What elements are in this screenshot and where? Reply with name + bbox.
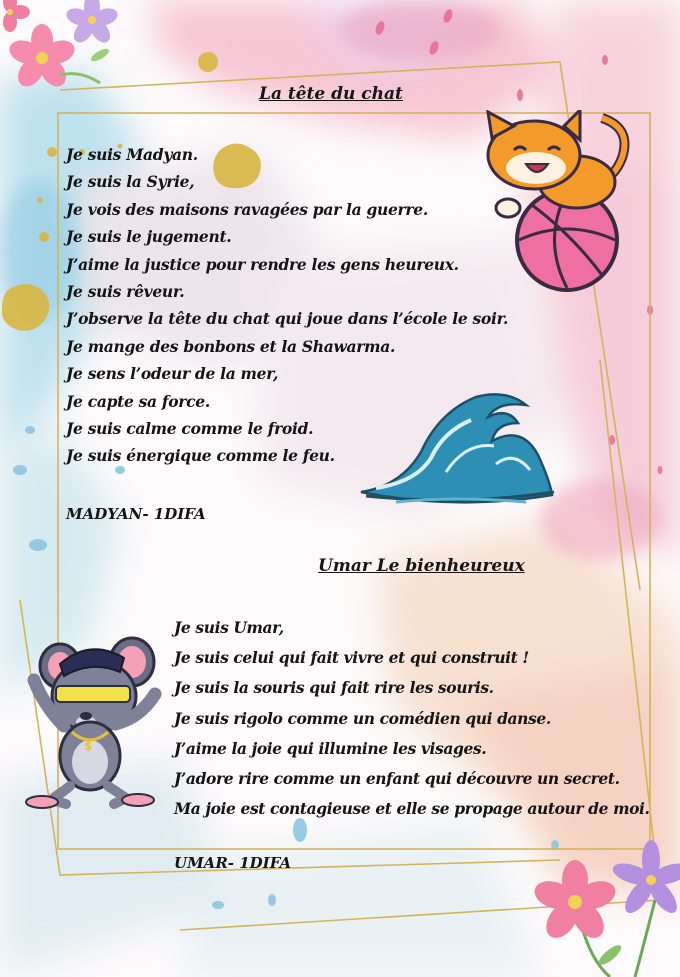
dabbing-mouse-illustration (20, 626, 170, 816)
poem-line: Ma joie est contagieuse et elle se propage autour de moi. (174, 799, 650, 819)
poem-line: Je suis rigolo comme un comédien qui danse. (174, 708, 551, 728)
pink-flowers-top-left (0, 0, 130, 95)
poem1-signature: MADYAN- 1DIFA (66, 505, 206, 523)
poem-line: Je suis rêveur. (66, 282, 185, 302)
poem-line: J’adore rire comme un enfant qui découvre un secret. (174, 769, 620, 789)
poem-line: Je sens l’odeur de la mer, (66, 364, 279, 384)
poem-line: J’observe la tête du chat qui joue dans l’école le soir. (66, 309, 509, 329)
poem-line: Je suis calme comme le froid. (66, 419, 314, 439)
poem-line: Je suis énergique comme le feu. (66, 446, 335, 466)
poem-line: Je suis le jugement. (66, 227, 232, 247)
poem-line: J’aime la joie qui illumine les visages. (174, 738, 487, 758)
poem-line: J’aime la justice pour rendre les gens heureux. (66, 254, 459, 274)
pink-flowers-bottom-right (515, 840, 680, 977)
poem-line: Je suis la souris qui fait rire les souris. (174, 678, 494, 698)
poem2-signature: UMAR- 1DIFA (174, 854, 292, 872)
svg-text:$: $ (84, 739, 93, 753)
poem-line: Je suis Madyan. (66, 145, 198, 164)
poem2-lines (174, 613, 650, 824)
poem-line: Je suis la Syrie, (66, 172, 195, 192)
poem-line: Je vois des maisons ravagées par la guerre. (66, 199, 428, 219)
poem2-title: Umar Le bienheureux (318, 556, 525, 576)
poem-line: Je suis celui qui fait vivre et qui construit ! (174, 648, 529, 668)
poem1-title: La tête du chat (259, 84, 403, 104)
poem-line: Je suis Umar, (174, 618, 284, 637)
poem1-lines (66, 141, 508, 470)
poem-line: Je capte sa force. (66, 391, 210, 411)
poem-line: Je mange des bonbons et la Shawarma. (66, 336, 396, 356)
